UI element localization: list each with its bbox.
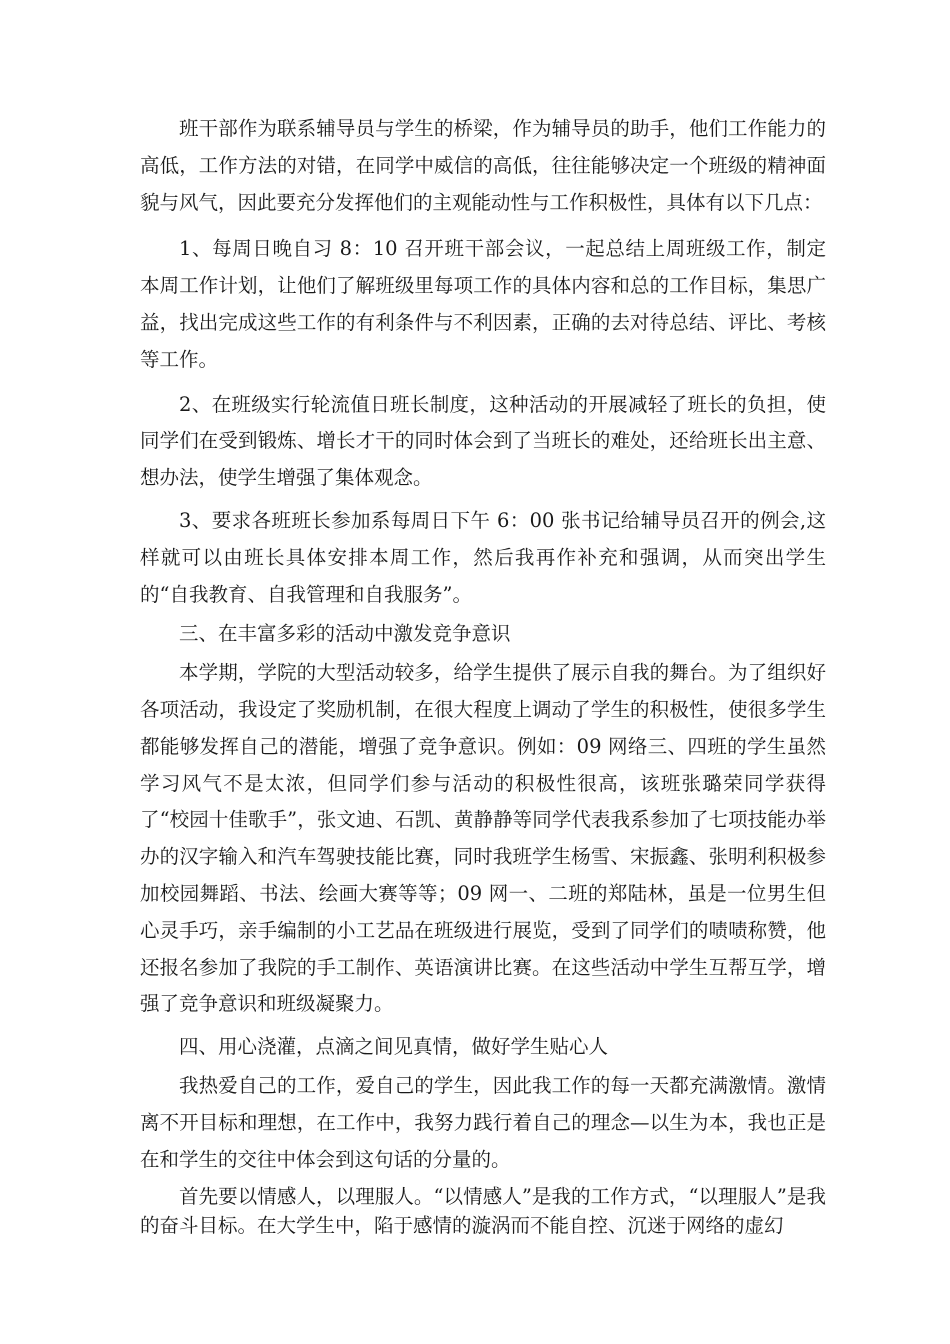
section-heading-3: 三、在丰富多彩的活动中激发竞争意识 <box>179 622 511 646</box>
paragraph-passion: 我热爱自己的工作，爱自己的学生，因此我工作的每一天都充满激情。激情离不开目标和理想，在工作中，我努力践行着自己的理念—以生为本，我也正是在和学生的交往中体会到这句话的分量的。 <box>140 1073 826 1171</box>
paragraph-emotion-reason: 首先要以情感人，以理服人。“以情感人”是我的工作方式，“以理服人”是我的奋斗目标。在大学生中，陷于感情的漩涡而不能自控、沉迷于网络的虚幻 <box>140 1185 826 1238</box>
document-body <box>140 111 826 1240</box>
paragraph-item-1-weekly-meeting: 1、每周日晚自习 8：10 召开班干部会议，一起总结上周班级工作，制定本周工作计划，让他们了解班级里每项工作的具体内容和总的工作目标，集思广益，找出完成这些工作的有利条件与不利因素，正确的去对待总结、评比、考核等工作。 <box>140 237 826 371</box>
paragraph-class-cadres-intro: 班干部作为联系辅导员与学生的桥梁，作为辅导员的助手，他们工作能力的高低，工作方法的对错，在同学中威信的高低，往往能够决定一个班级的精神面貌与风气，因此要充分发挥他们的主观能动性与工作积极性，具体有以下几点： <box>140 117 826 214</box>
paragraph-item-3-monitor-meeting: 3、要求各班班长参加系每周日下午 6：00 张书记给辅导员召开的例会,这样就可以由班长具体安排本周工作，然后我再作补充和强调，从而突出学生的“自我教育、自我管理和自我服务”。 <box>140 508 826 606</box>
paragraph-activities: 本学期，学院的大型活动较多，给学生提供了展示自我的舞台。为了组织好各项活动，我设定了奖励机制，在很大程度上调动了学生的积极性，使很多学生都能够发挥自己的潜能，增强了竞争意识。例如：09 网络三、四班的学生虽然学习风气不是太浓，但同学们参与活动的积极性很高，该班张璐荣同学获得了“校园十佳歌手”，张文迪、石凯、黄静静等同学代表我系参加了七项技能办举办的汉字输入和汽车驾驶技能比赛，同时我班学生杨雪、宋振鑫、张明利积极参加校园舞蹈、书法、绘画大赛等等；09 网一、二班的郑陆林，虽是一位男生但心灵手巧，亲手编制的小工艺品在班级进行展览，受到了同学们的啧啧称赞，他还报名参加了我院的手工制作、英语演讲比赛。在这些活动中学生互帮互学，增强了竞争意识和班级凝聚力。 <box>140 661 826 1016</box>
section-heading-4: 四、用心浇灌，点滴之间见真情，做好学生贴心人 <box>179 1035 609 1059</box>
paragraph-item-2-duty-monitor: 2、在班级实行轮流值日班长制度，这种活动的开展减轻了班长的负担，使同学们在受到锻炼、增长才干的同时体会到了当班长的难处，还给班长出主意、想办法，使学生增强了集体观念。 <box>140 392 826 490</box>
